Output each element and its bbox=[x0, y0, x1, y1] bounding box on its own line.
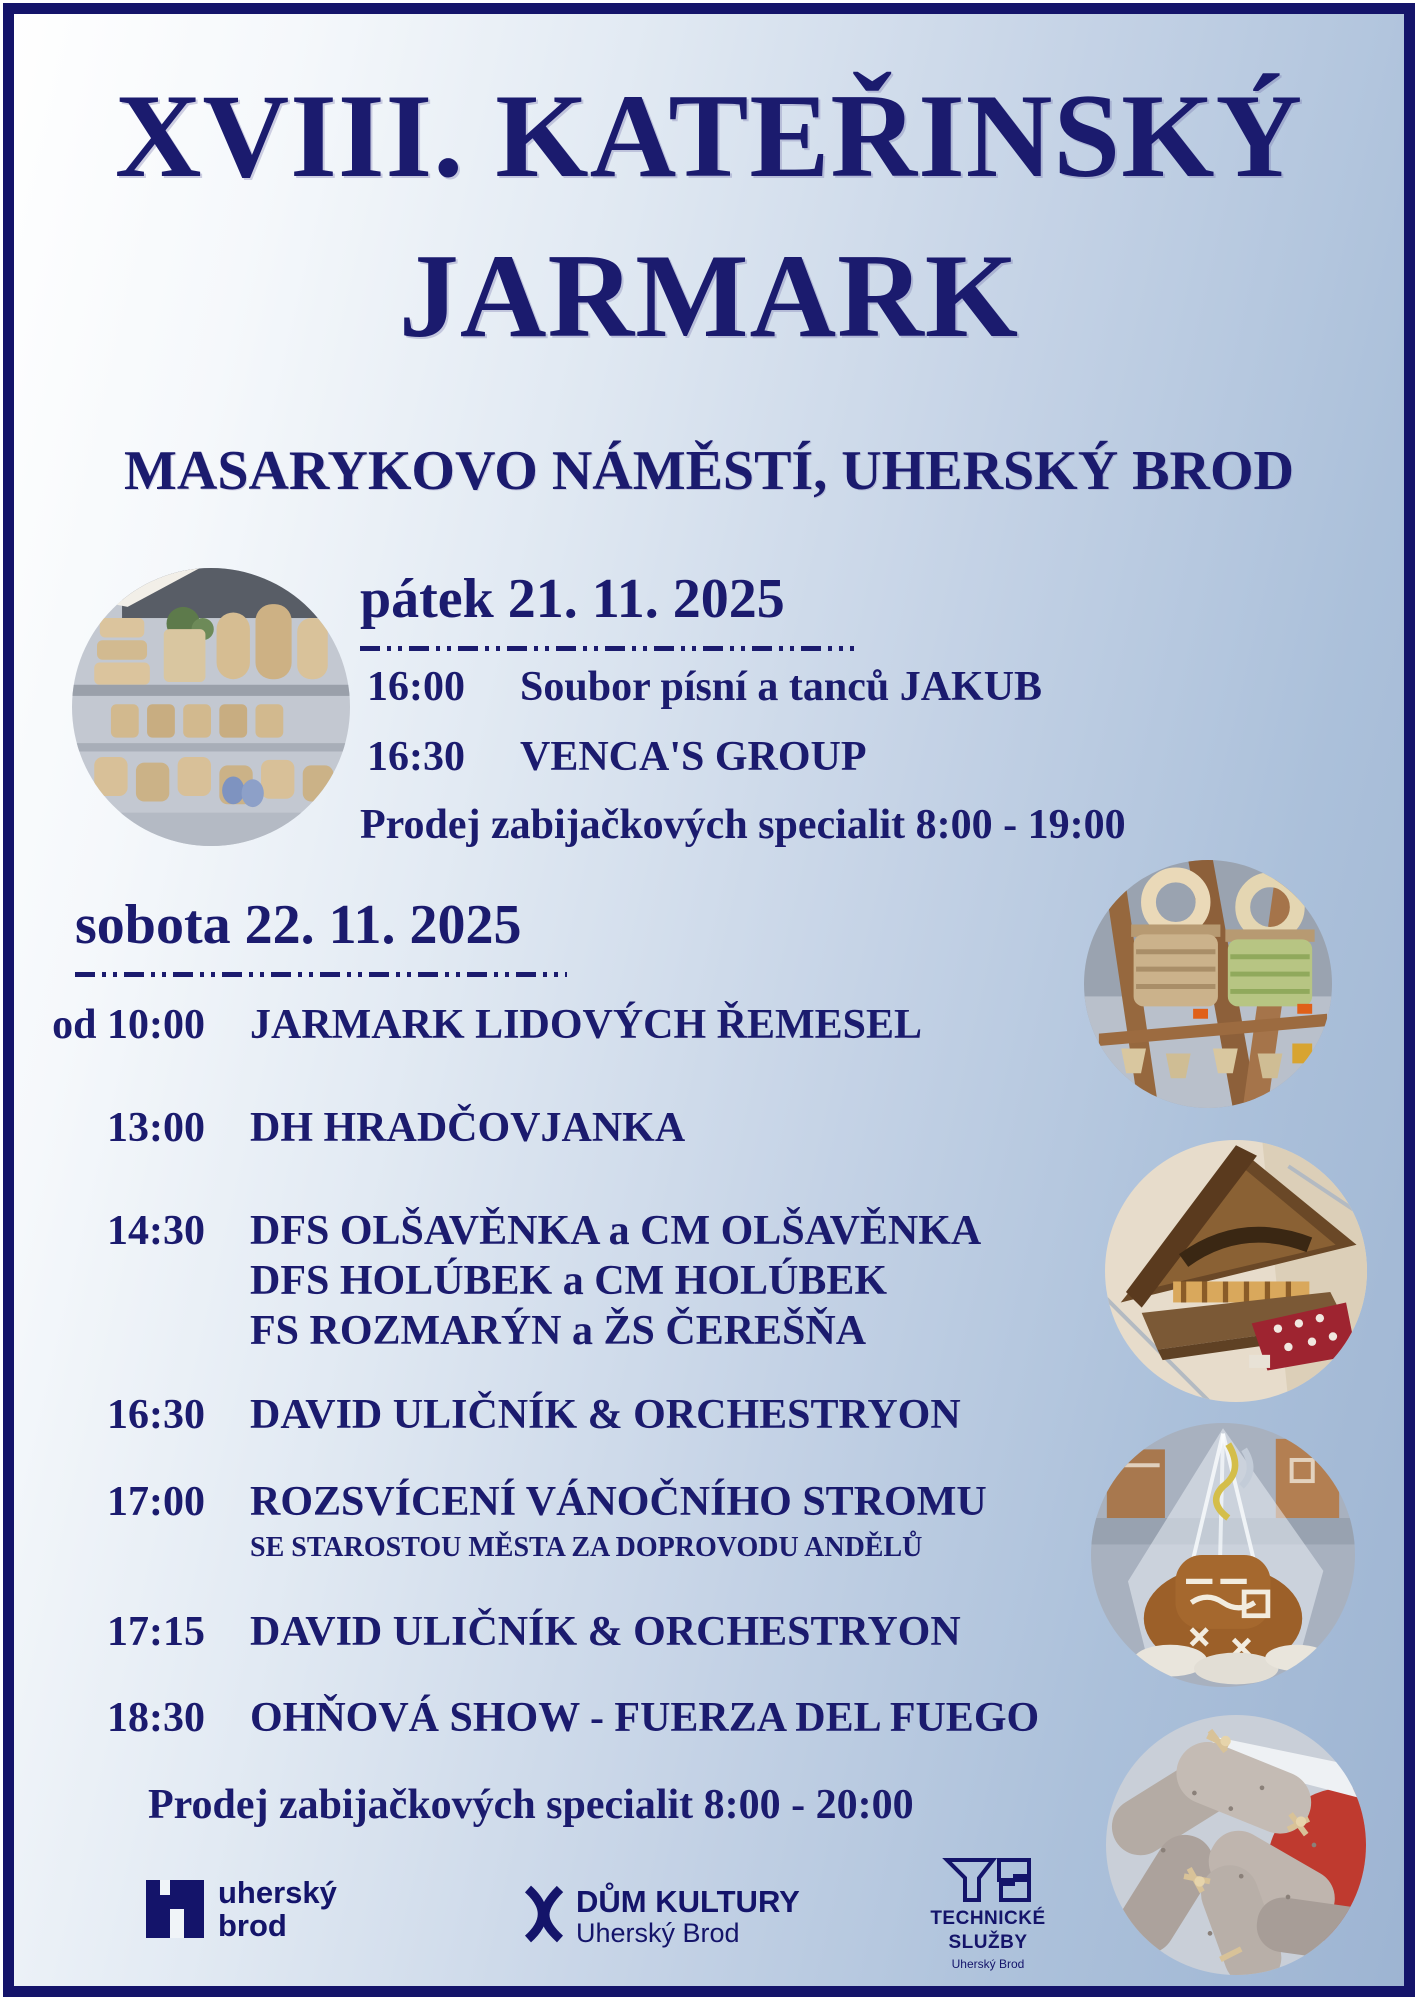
pottery-illustration bbox=[72, 568, 350, 846]
baskets-illustration bbox=[1084, 860, 1332, 1108]
friday-heading-divider bbox=[360, 646, 854, 651]
technicke-line: TECHNICKÉ bbox=[930, 1908, 1046, 1929]
saturday-heading: sobota 22. 11. 2025 bbox=[75, 894, 522, 956]
sausages-illustration bbox=[1106, 1715, 1366, 1975]
event-time: 14:30 bbox=[107, 1208, 205, 1254]
event-title: VENCA'S GROUP bbox=[520, 734, 867, 780]
event-time: 16:30 bbox=[107, 1392, 205, 1438]
event-time: 17:15 bbox=[107, 1609, 205, 1655]
poster-subtitle: MASARYKOVO NÁMĚSTÍ, UHERSKÝ BROD bbox=[124, 440, 1294, 502]
saturday-heading-divider bbox=[75, 972, 567, 977]
event-time: od 10:00 bbox=[52, 1002, 205, 1048]
event-time: 16:00 bbox=[367, 664, 465, 710]
sluzby-line: SLUŽBY bbox=[948, 1932, 1028, 1953]
event-title: OHŇOVÁ SHOW - FUERZA DEL FUEGO bbox=[250, 1695, 1040, 1741]
photo-gingerbread-gift bbox=[1091, 1423, 1355, 1687]
dum-kultury-logo-icon bbox=[520, 1884, 566, 1944]
uhersky-brod-logo-text bbox=[218, 1877, 337, 1943]
event-time: 17:00 bbox=[107, 1479, 205, 1525]
uhersky-brod-logo-notch bbox=[160, 1880, 170, 1895]
event-title-line: DFS OLŠAVĚNKA a CM OLŠAVĚNKA bbox=[250, 1208, 982, 1254]
uhersky-brod-line1: uherský bbox=[218, 1875, 337, 1910]
photo-white-sausages bbox=[1106, 1715, 1366, 1975]
gingerbread-illustration bbox=[1091, 1423, 1355, 1687]
event-time: 13:00 bbox=[107, 1105, 205, 1151]
photo-wicker-baskets bbox=[1084, 860, 1332, 1108]
event-title: DH HRADČOVJANKA bbox=[250, 1105, 686, 1151]
poster-title-line1: XVIII. KATEŘINSKÝ bbox=[114, 69, 1304, 202]
event-title: Soubor písní a tanců JAKUB bbox=[520, 664, 1043, 710]
event-title: DAVID ULIČNÍK & ORCHESTRYON bbox=[250, 1609, 961, 1655]
event-title: DAVID ULIČNÍK & ORCHESTRYON bbox=[250, 1392, 961, 1438]
event-title-line: DFS HOLÚBEK a CM HOLÚBEK bbox=[250, 1258, 888, 1304]
poster-title-line2: JARMARK bbox=[398, 229, 1020, 362]
event-title-line: FS ROZMARÝN a ŽS ČEREŠŇA bbox=[250, 1308, 867, 1354]
friday-note: Prodej zabijačkových specialit 8:00 - 19:00 bbox=[360, 802, 1126, 848]
dum-kultury-title: DŮM KULTURY bbox=[576, 1884, 800, 1919]
dum-kultury-subtitle: Uherský Brod bbox=[576, 1918, 740, 1948]
friday-heading: pátek 21. 11. 2025 bbox=[360, 568, 785, 630]
event-time: 16:30 bbox=[367, 734, 465, 780]
technicke-sluzby-logo-icon bbox=[941, 1856, 1033, 1904]
saturday-note: Prodej zabijačkových specialit 8:00 - 20:00 bbox=[148, 1782, 914, 1828]
event-time: 18:30 bbox=[107, 1695, 205, 1741]
photo-pottery-stall bbox=[72, 568, 350, 846]
technicke-sluzby-text bbox=[908, 1908, 1068, 1971]
ts-city-line: Uherský Brod bbox=[951, 1957, 1025, 1971]
event-subtitle: SE STAROSTOU MĚSTA ZA DOPROVODU ANDĚLŮ bbox=[250, 1532, 923, 1563]
uhersky-brod-line2: brod bbox=[218, 1907, 287, 1943]
photo-wooden-birdhouse bbox=[1105, 1140, 1367, 1402]
event-title: ROZSVÍCENÍ VÁNOČNÍHO STROMU bbox=[250, 1479, 987, 1525]
birdhouse-illustration bbox=[1105, 1140, 1367, 1402]
uhersky-brod-logo-slot bbox=[170, 1909, 184, 1938]
event-title: JARMARK LIDOVÝCH ŘEMESEL bbox=[250, 1002, 923, 1048]
